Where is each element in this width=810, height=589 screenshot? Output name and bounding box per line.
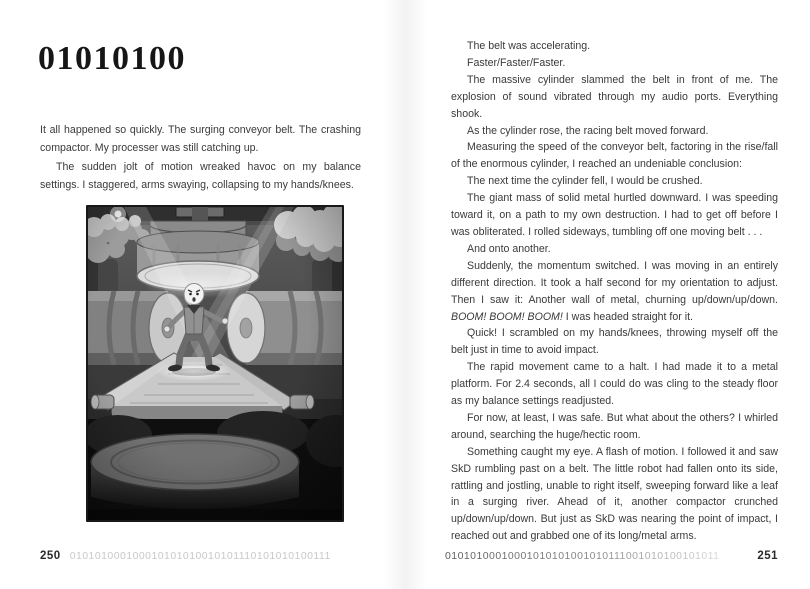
text-run: Faster/Faster/Faster. (467, 56, 566, 69)
text-run: Measuring the speed of the conveyor belt, factoring in the rise/fall of the enormous cylinder, I reached an undeniable conclusion: (451, 141, 778, 171)
gutter-shadow (383, 0, 427, 589)
left-page-footer (40, 550, 361, 562)
paragraph (40, 121, 361, 158)
compactor-illustration (86, 205, 344, 522)
text-run: Quick! I scrambled on my hands/knees, throwing myself off the belt just in time to avoid impact. (451, 327, 778, 357)
text-run: As the cylinder rose, the racing belt moved forward. (467, 124, 709, 137)
text-run: The next time the cylinder fell, I would be crushed. (467, 175, 703, 188)
text-run: Suddenly, the momentum switched. I was moving in an entirely different direction. It took a half second for my orientation to adjust. Then I saw it: Another wall of metal, churning up/down/up/down. (451, 259, 778, 306)
paragraph (451, 55, 778, 72)
page-number-left: 250 (40, 550, 61, 562)
text-run: BOOM! BOOM! BOOM! (451, 310, 563, 323)
binary-ornament-left: 010101000100010101010010101110101010100111 (69, 550, 331, 562)
text-run: The giant mass of solid metal hurtled downward. I was speeding toward it, on a path to my own destruction. I had to get off before I was obliterated. I rolled sideways, tumbling off one moving belt . . . (451, 192, 778, 238)
page-number-right: 251 (757, 550, 778, 562)
illustration-svg (88, 207, 342, 520)
text-run: Something caught my eye. A flash of motion. I followed it and saw SkD rumbling past on a belt. The little robot had fallen onto its side, rattling and jostling, unable to right itself, sweeping forward like a leaf in a surging river. Ahead of it, another compactor crunched up/down/up/down. But just as SkD was nearing the point of impact, I reached out and grabbed one of its long/metal arms. (451, 445, 778, 543)
text-run: And onto another. (467, 242, 551, 255)
paragraph (40, 158, 361, 195)
paragraph (451, 258, 778, 326)
paragraph (451, 359, 778, 410)
vignette (88, 207, 342, 520)
paragraph (451, 139, 778, 173)
right-page-body (451, 38, 778, 545)
paragraph (451, 190, 778, 241)
text-run: The rapid movement came to a halt. I had made it to a metal platform. For 2.4 seconds, all I could do was cling to the steady floor as my balance settings readjusted. (451, 361, 778, 408)
chapter-title: 01010100 (38, 40, 186, 77)
right-page-footer (445, 550, 778, 562)
paragraph (451, 325, 778, 359)
paragraph (451, 444, 778, 545)
paragraph (451, 410, 778, 444)
paragraph (451, 72, 778, 123)
text-run: It all happened so quickly. The surging conveyor belt. The crashing compactor. My processer was still catching up. (40, 124, 361, 155)
paragraph (451, 173, 778, 190)
text-run: The sudden jolt of motion wreaked havoc on my balance settings. I staggered, arms swaying, collapsing to my hands/knees. (40, 160, 361, 191)
text-run: The belt was accelerating. (467, 40, 591, 52)
paragraph (451, 38, 778, 55)
paragraph (451, 123, 778, 140)
text-run: For now, at least, I was safe. But what about the others? I whirled around, searching the huge/hectic room. (451, 411, 778, 441)
text-run: The massive cylinder slammed the belt in front of me. The explosion of sound vibrated through my audio ports. Everything shook. (451, 73, 778, 120)
paragraph (451, 241, 778, 258)
binary-ornament-right: 01010100010001010101001010111001010100101011 (445, 550, 720, 562)
left-page-body (40, 121, 361, 194)
text-run: I was headed straight for it. (562, 310, 693, 323)
